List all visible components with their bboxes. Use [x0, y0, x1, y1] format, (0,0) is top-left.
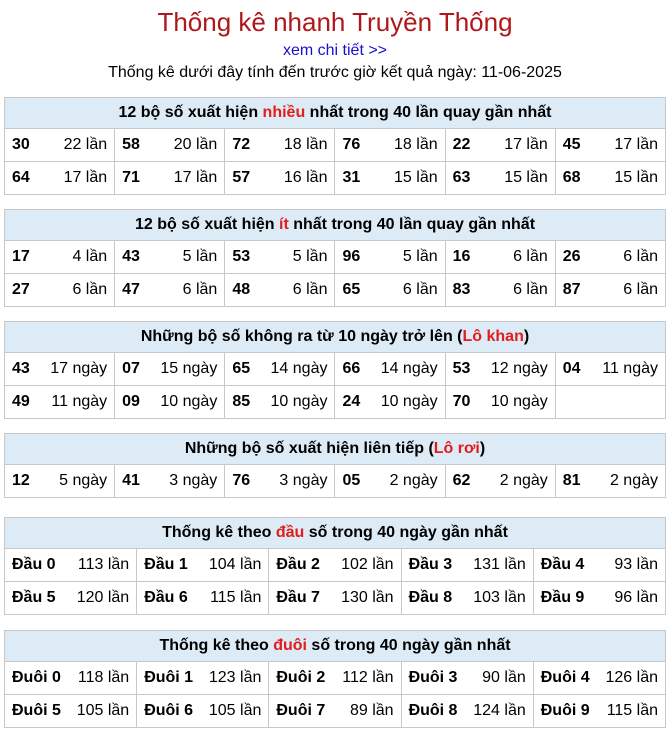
stat-key: Đuôi 8 [408, 702, 458, 719]
stat-value: 5 lần [292, 248, 328, 265]
stat-cell [5, 465, 115, 498]
stat-cell [335, 274, 445, 307]
stat-value: 3 ngày [169, 472, 218, 489]
table-row [5, 129, 666, 162]
stat-key: 31 [342, 169, 361, 186]
stat-key: 47 [122, 281, 140, 298]
stat-key: 76 [342, 136, 361, 153]
heading-highlight: Lô khan [462, 328, 524, 345]
page-header [0, 0, 670, 83]
stat-cell [137, 582, 269, 615]
heading-text: số trong 40 ngày gần nhất [304, 524, 508, 541]
heading-highlight: đuôi [273, 637, 307, 654]
stat-cell [555, 386, 665, 419]
stat-cell [445, 162, 555, 195]
stat-cell [5, 582, 137, 615]
least-frequent-heading [5, 210, 666, 241]
most-frequent-table [4, 97, 666, 195]
table-row [5, 662, 666, 695]
stat-value: 131 lần [473, 556, 526, 573]
stat-value: 18 lần [394, 136, 438, 153]
stat-value: 2 ngày [499, 472, 548, 489]
stat-key: Đầu 1 [144, 556, 188, 573]
stat-key: Đầu 2 [276, 556, 320, 573]
stat-key: 43 [122, 248, 140, 265]
stat-key: Đuôi 9 [540, 702, 590, 719]
heading-text: Những bộ số không ra từ 10 ngày trở lên ( [140, 328, 463, 345]
most-frequent-heading [5, 98, 666, 129]
stat-cell [5, 162, 115, 195]
stat-cell [5, 662, 137, 695]
stat-key: Đầu 8 [408, 589, 453, 606]
heading-highlight: nhiều [262, 104, 306, 121]
table-row [5, 465, 666, 498]
stat-value: 18 lần [283, 136, 328, 153]
stat-value: 6 lần [513, 281, 548, 298]
page-title: Thống kê nhanh Truyền Thống [157, 7, 513, 37]
stat-key: 81 [562, 472, 581, 489]
stat-key: Đuôi 2 [276, 669, 326, 686]
stat-key: Đuôi 5 [12, 702, 61, 719]
stat-key: Đầu 0 [12, 556, 56, 573]
stat-cell [445, 465, 555, 498]
stat-key: Đầu 6 [144, 589, 188, 606]
stat-value: 6 lần [72, 281, 108, 298]
stat-value: 10 ngày [270, 393, 328, 410]
stat-cell [335, 162, 445, 195]
stat-cell [445, 129, 555, 162]
stat-key: 24 [342, 393, 361, 410]
stat-value: 112 lần [342, 669, 394, 686]
stat-value: 17 lần [614, 136, 658, 153]
stat-key: Đuôi 6 [144, 702, 194, 719]
stat-key: 27 [12, 281, 30, 298]
stat-cell [5, 274, 115, 307]
stat-cell [335, 241, 445, 274]
dau-stats-heading [5, 518, 666, 549]
stat-cell [5, 353, 115, 386]
stat-key: 96 [342, 248, 361, 265]
stat-value: 17 lần [504, 136, 548, 153]
stat-value: 6 lần [623, 281, 658, 298]
stat-cell [5, 549, 137, 582]
stat-value: 17 lần [63, 169, 108, 186]
stat-value: 102 lần [341, 556, 394, 573]
stat-value: 93 lần [614, 556, 658, 573]
table-row [5, 386, 666, 419]
heading-text: Những bộ số xuất hiện liên tiếp ( [184, 440, 434, 457]
heading-text: Thống kê theo [162, 524, 276, 541]
stat-value: 20 lần [173, 136, 218, 153]
stat-cell [335, 465, 445, 498]
stat-cell [555, 353, 665, 386]
stat-cell [401, 549, 533, 582]
stat-cell [137, 549, 269, 582]
stat-key: 63 [452, 169, 471, 186]
stat-value: 5 lần [402, 248, 438, 265]
stat-cell [137, 662, 269, 695]
stat-cell [445, 386, 555, 419]
stat-value: 10 ngày [160, 393, 218, 410]
stat-value: 15 ngày [160, 360, 218, 377]
stat-value: 118 lần [77, 669, 130, 686]
stat-cell [115, 129, 225, 162]
stat-value: 105 lần [208, 702, 262, 719]
stat-value: 126 lần [605, 669, 658, 686]
stat-key: 62 [452, 472, 471, 489]
stat-value: 5 ngày [59, 472, 108, 489]
stat-value: 14 ngày [270, 360, 328, 377]
duoi-stats-heading [5, 631, 666, 662]
stat-cell [225, 386, 335, 419]
stat-cell [401, 582, 533, 615]
heading-highlight: ít [279, 216, 289, 233]
stat-cell [115, 386, 225, 419]
lo-roi-heading [5, 434, 666, 465]
stat-cell [225, 129, 335, 162]
stat-key: 09 [122, 393, 140, 410]
stat-value: 2 ngày [609, 472, 658, 489]
stat-key: Đuôi 1 [144, 669, 194, 686]
stat-key: Đuôi 0 [12, 669, 61, 686]
stat-cell [115, 465, 225, 498]
dau-stats-table [4, 517, 666, 615]
heading-text: ) [523, 328, 530, 345]
stat-cell [5, 386, 115, 419]
stat-key: 57 [232, 169, 251, 186]
stat-cell [269, 549, 401, 582]
details-link[interactable]: xem chi tiết >> [282, 42, 388, 59]
stat-cell [225, 162, 335, 195]
stat-key: 04 [562, 360, 581, 377]
stat-key: 66 [342, 360, 361, 377]
stat-key: 12 [12, 472, 30, 489]
stat-cell [335, 386, 445, 419]
heading-text: Thống kê theo [159, 637, 274, 654]
stat-value: 6 lần [513, 248, 548, 265]
heading-text: 12 bộ số xuất hiện [118, 104, 263, 121]
stat-cell [269, 662, 401, 695]
table-row [5, 695, 666, 728]
stat-cell [555, 465, 665, 498]
stat-value: 12 ngày [490, 360, 548, 377]
heading-highlight: Lô rơi [433, 440, 480, 457]
table-row [5, 353, 666, 386]
stat-cell [5, 129, 115, 162]
stat-value: 104 lần [208, 556, 262, 573]
table-row [5, 162, 666, 195]
stat-key: 72 [232, 136, 251, 153]
stat-cell [335, 353, 445, 386]
stat-value: 17 ngày [50, 360, 108, 377]
duoi-stats-table [4, 630, 666, 728]
heading-highlight: đầu [275, 524, 305, 541]
stat-cell [445, 241, 555, 274]
stat-cell [445, 274, 555, 307]
stats-sections [0, 97, 670, 728]
stat-value: 6 lần [182, 281, 218, 298]
stat-key: 65 [342, 281, 361, 298]
stat-value: 15 lần [504, 169, 548, 186]
stat-key: 87 [562, 281, 581, 298]
stat-cell [445, 353, 555, 386]
stat-value: 124 lần [473, 702, 526, 719]
stat-value: 10 ngày [380, 393, 438, 410]
stat-key: 76 [232, 472, 251, 489]
heading-text: nhất trong 40 lần quay gần nhất [305, 104, 552, 121]
stat-value: 11 ngày [602, 360, 658, 377]
stat-value: 96 lần [614, 589, 658, 606]
stat-key: 16 [452, 248, 471, 265]
stat-key: 68 [562, 169, 581, 186]
stat-key: Đầu 4 [540, 556, 585, 573]
stat-cell [137, 695, 269, 728]
stat-cell [269, 582, 401, 615]
stat-value: 90 lần [482, 669, 526, 686]
lo-khan-table [4, 321, 666, 419]
stat-cell [533, 582, 665, 615]
stat-value: 113 lần [77, 556, 130, 573]
stat-value: 3 ngày [279, 472, 328, 489]
stat-key: 48 [232, 281, 251, 298]
stat-value: 89 lần [349, 702, 394, 719]
stat-cell [335, 129, 445, 162]
stat-key: Đầu 5 [12, 589, 56, 606]
stat-value: 15 lần [394, 169, 438, 186]
stat-value: 103 lần [473, 589, 526, 606]
lo-roi-table [4, 433, 666, 498]
stat-cell [555, 129, 665, 162]
stat-value: 14 ngày [380, 360, 438, 377]
heading-text: nhất trong 40 lần quay gần nhất [288, 216, 536, 233]
stat-cell [533, 549, 665, 582]
stat-value: 17 lần [173, 169, 218, 186]
stat-key: 30 [12, 136, 30, 153]
stat-key: 53 [452, 360, 471, 377]
stat-cell [555, 162, 665, 195]
stat-key: 64 [12, 169, 30, 186]
stat-cell [533, 662, 665, 695]
stat-cell [115, 241, 225, 274]
stat-key: 65 [232, 360, 251, 377]
stat-value: 15 lần [614, 169, 658, 186]
stat-value: 6 lần [623, 248, 658, 265]
stat-key: 45 [562, 136, 581, 153]
stat-key: Đầu 7 [276, 589, 320, 606]
stat-key: 22 [452, 136, 471, 153]
stat-value: 5 lần [182, 248, 218, 265]
stat-key: 17 [12, 248, 30, 265]
least-frequent-table [4, 209, 666, 307]
stat-key: Đuôi 7 [276, 702, 326, 719]
heading-text: số trong 40 ngày gần nhất [306, 637, 511, 654]
stat-value: 4 lần [72, 248, 108, 265]
stat-cell [225, 274, 335, 307]
stat-cell [225, 353, 335, 386]
stat-key: Đầu 3 [408, 556, 453, 573]
stat-key: 85 [232, 393, 251, 410]
stat-cell [115, 353, 225, 386]
stat-value: 115 lần [210, 589, 262, 606]
stat-value: 11 ngày [51, 393, 108, 410]
stat-value: 2 ngày [389, 472, 438, 489]
stat-cell [225, 241, 335, 274]
table-row [5, 241, 666, 274]
stat-cell [533, 695, 665, 728]
stat-cell [115, 274, 225, 307]
stat-key: 71 [122, 169, 140, 186]
page-subtitle: Thống kê dưới đây tính đến trước giờ kết quả ngày: 11-06-2025 [108, 64, 562, 81]
stat-key: 83 [452, 281, 471, 298]
table-row [5, 274, 666, 307]
stat-value: 123 lần [208, 669, 262, 686]
lo-khan-heading [5, 322, 666, 353]
stat-value: 130 lần [341, 589, 394, 606]
stat-value: 115 lần [606, 702, 658, 719]
stat-cell [5, 241, 115, 274]
stat-key: Đầu 9 [540, 589, 585, 606]
heading-text: ) [479, 440, 486, 457]
stat-cell [115, 162, 225, 195]
stat-cell [401, 695, 533, 728]
stat-key: 43 [12, 360, 30, 377]
stat-value: 105 lần [76, 702, 130, 719]
stat-cell [225, 465, 335, 498]
stat-key: 07 [122, 360, 140, 377]
stat-cell [555, 274, 665, 307]
stat-value: 6 lần [402, 281, 438, 298]
stat-value: 6 lần [292, 281, 328, 298]
stat-key: 49 [12, 393, 30, 410]
stat-value: 22 lần [63, 136, 108, 153]
stat-key: 26 [562, 248, 581, 265]
table-row [5, 549, 666, 582]
stat-key: 58 [122, 136, 140, 153]
stat-value: 120 lần [76, 589, 130, 606]
stat-cell [269, 695, 401, 728]
stat-cell [401, 662, 533, 695]
stat-value: 10 ngày [490, 393, 548, 410]
stat-key: 41 [122, 472, 140, 489]
table-row [5, 582, 666, 615]
stat-key: Đuôi 3 [408, 669, 458, 686]
stat-cell [5, 695, 137, 728]
stat-value: 16 lần [283, 169, 328, 186]
stat-key: Đuôi 4 [540, 669, 590, 686]
stat-key: 53 [232, 248, 251, 265]
stat-cell [555, 241, 665, 274]
stat-key: 05 [342, 472, 361, 489]
stat-key: 70 [452, 393, 471, 410]
heading-text: 12 bộ số xuất hiện [134, 216, 279, 233]
